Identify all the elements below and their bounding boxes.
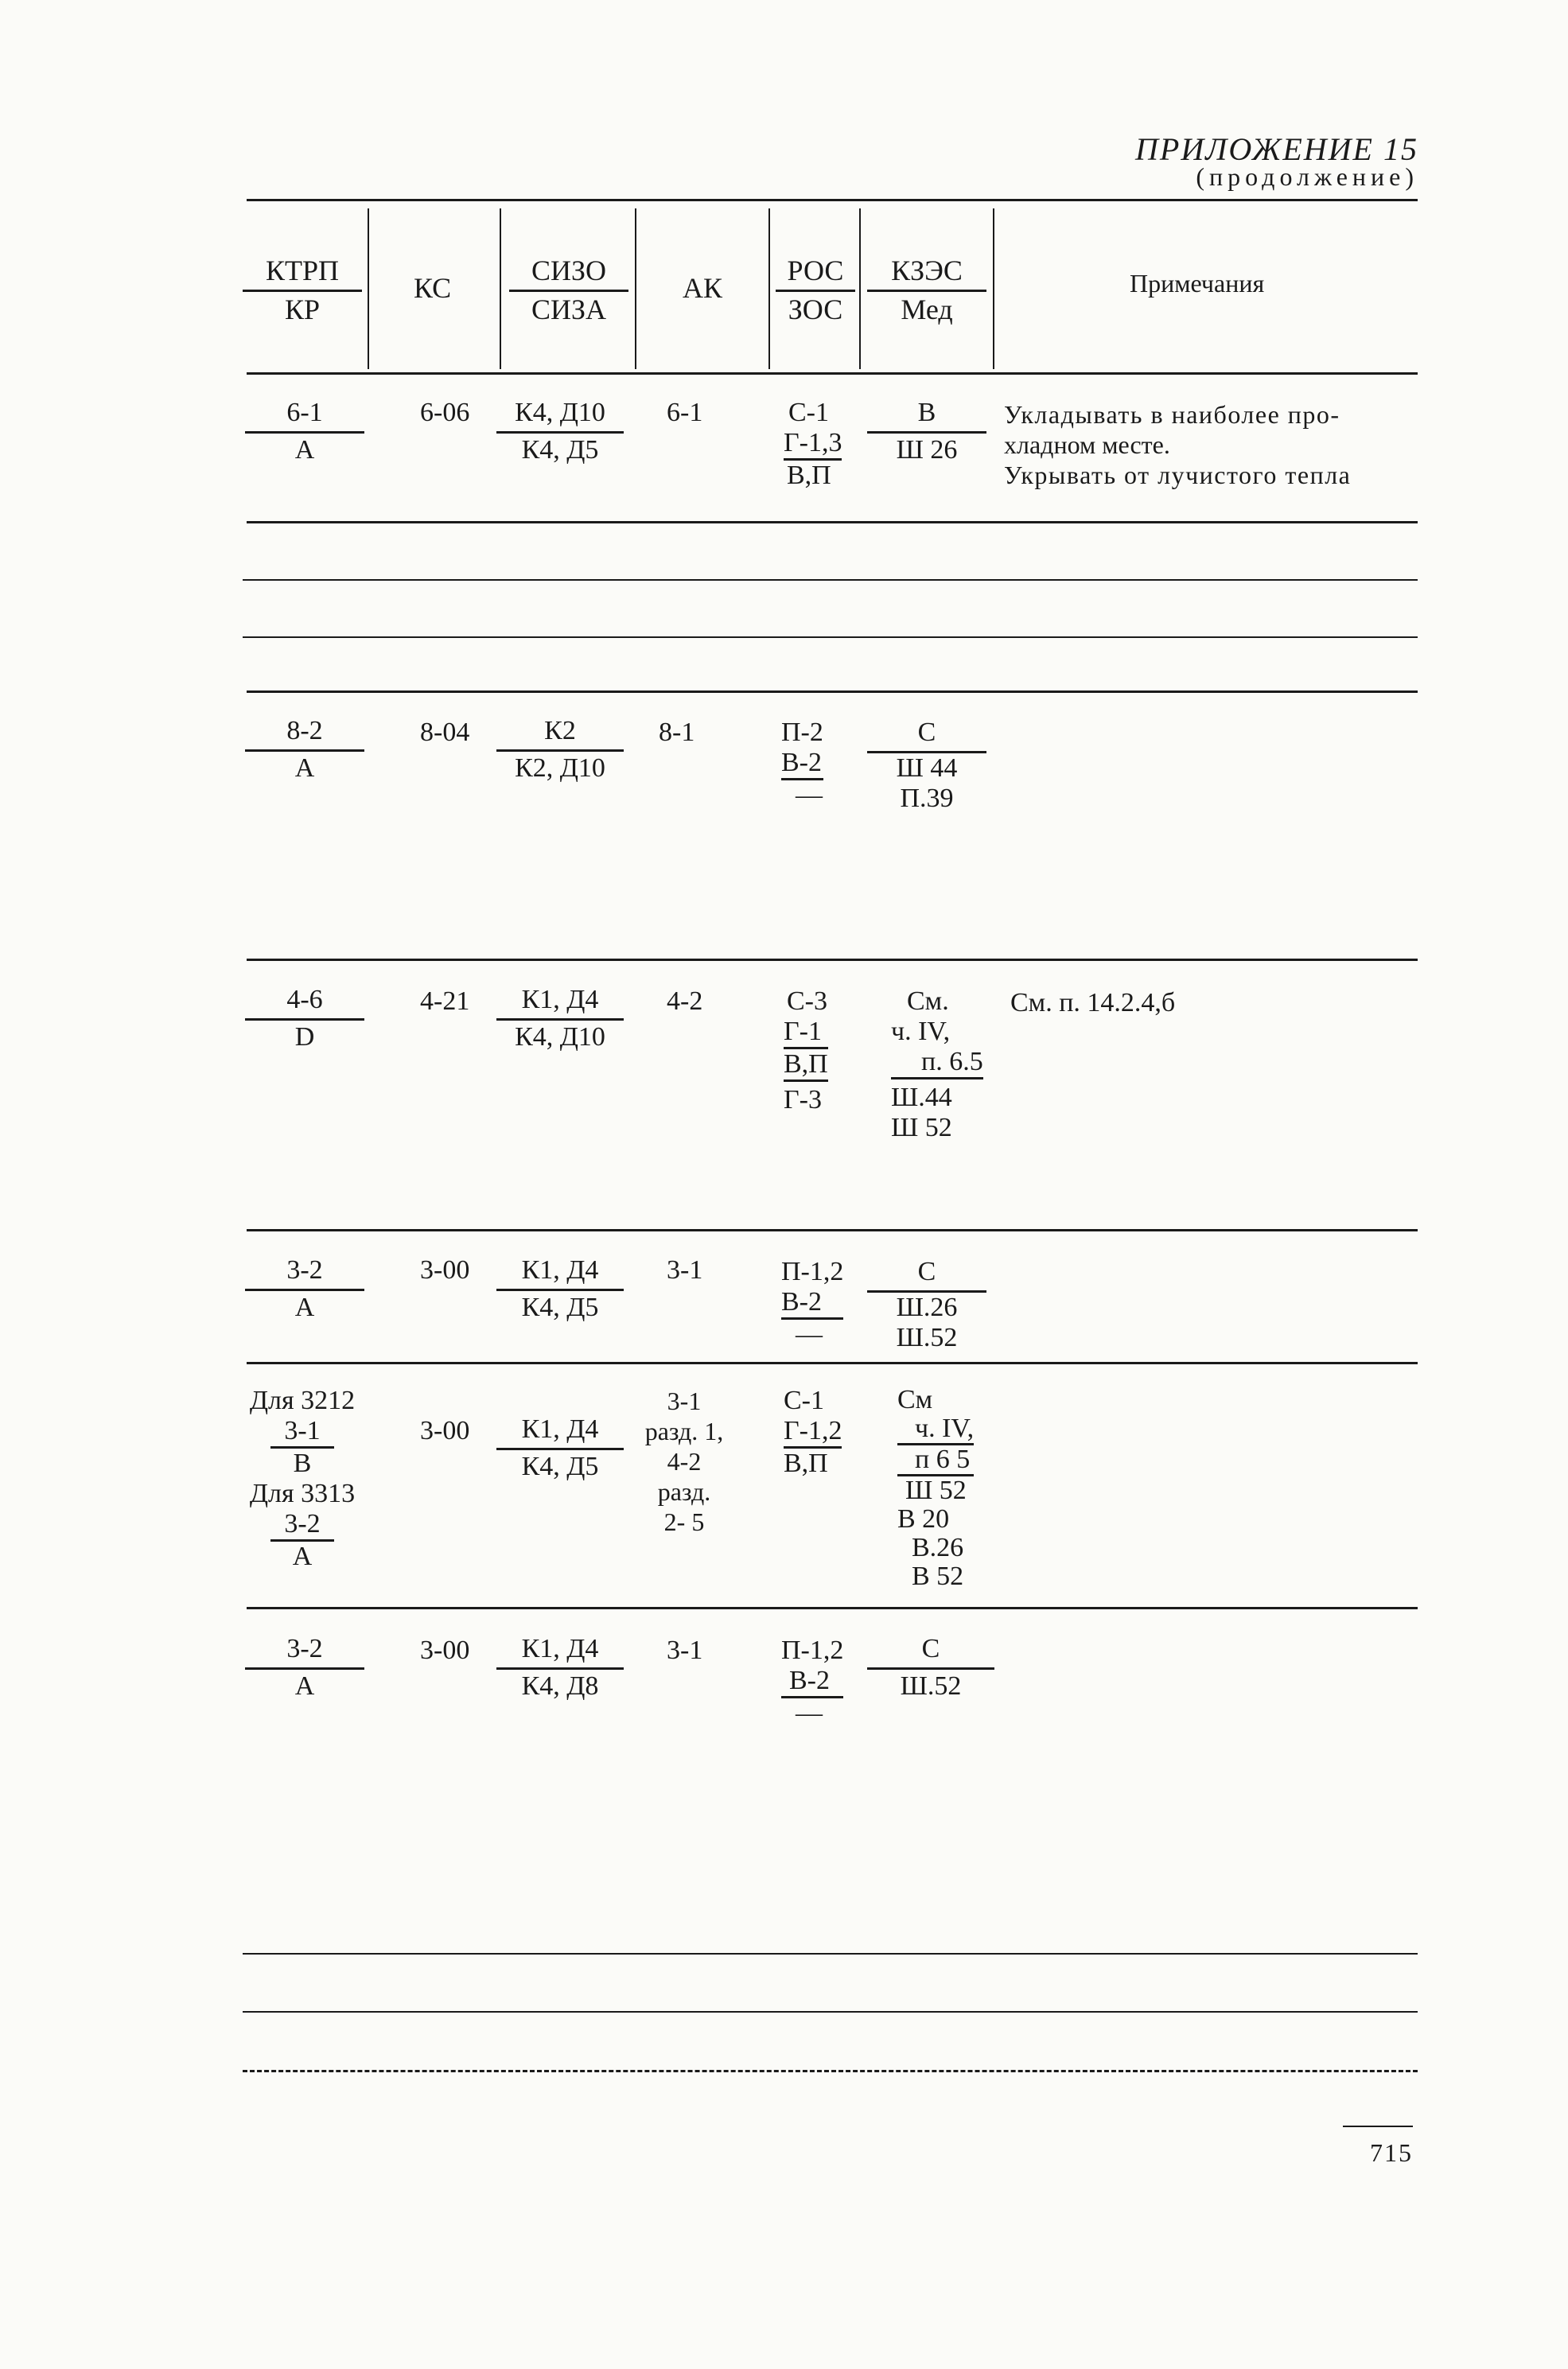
row3-ros-1: С-3 [787,986,827,1016]
blank-rule-2 [243,636,1418,638]
row1-kzes [867,399,986,464]
header-ktrp-kr [243,256,362,324]
bottom-rule-3 [243,2070,1418,2072]
row-rule-6 [247,1607,1418,1609]
row2-kzes-1: С [917,718,936,747]
row-rule-4 [247,1229,1418,1231]
row6-ros-3: — [796,1698,823,1728]
row5-kzes-6: В.26 [912,1533,964,1562]
header-ros: РОС [787,255,844,286]
header-notes: Примечания [1130,269,1265,298]
row5-ktrp-4: Для 3313 [249,1479,356,1508]
row3-ros-3: В,П [784,1049,828,1082]
col-divider-4 [768,208,770,369]
row5-ktrp-1: Для 3212 [249,1386,356,1415]
row1-siza: К4, Д5 [496,431,624,464]
row5-ktrp-2: 3-1 [270,1416,334,1449]
row5-ktrp-3: В [293,1449,312,1478]
col-divider-5 [859,208,861,369]
row3-kzes-1: См. [907,986,949,1016]
header-med: Мед [867,290,986,324]
row1-ros-1: С-1 [788,398,829,427]
row3-notes [1010,988,1175,1018]
col-divider-1 [368,208,369,369]
row3-note-1: См. п. 14.2.4,б [1010,988,1176,1017]
row6-ktrp-kr [245,1636,364,1700]
row6-siza: К4, Д8 [496,1667,624,1700]
row5-kzes-3: п 6 5 [897,1445,974,1476]
row2-ktrp: 8-2 [286,716,323,745]
row5-kzes-7: В 52 [912,1562,964,1591]
row1-kzes-1: В [917,398,936,427]
row1-ros-3: В,П [784,458,842,491]
row5-sizo-siza [496,1416,624,1480]
row6-kr: А [245,1667,364,1700]
row4-ros-2: В-2 [781,1287,843,1320]
row1-kzes-2: Ш 26 [867,431,986,464]
row1-note-1: Укладывать в наиболее про- [1004,400,1340,429]
row3-kzes-5: Ш 52 [891,1113,952,1142]
header-zos: ЗОС [776,290,855,324]
row2-ktrp-kr [245,718,364,782]
page-number: 715 [1370,2138,1413,2167]
row3-kr: D [245,1018,364,1051]
bottom-rule-1 [243,1953,1418,1955]
row5-ak-2: разд. 1, [644,1417,724,1445]
row3-kzes-3: п. 6.5 [891,1047,983,1079]
row1-ktrp: 6-1 [286,398,323,427]
row2-siza: К2, Д10 [496,749,624,782]
row6-ros-2: В-2 [781,1666,843,1698]
row3-ktrp: 4-6 [286,985,323,1014]
row5-ak [628,1386,740,1537]
header-sizo: СИЗО [531,255,607,286]
row3-sizo: К1, Д4 [521,985,599,1014]
row4-ak: 3-1 [667,1255,703,1285]
row4-kzes-3: Ш.52 [896,1323,958,1352]
header-sizo-siza [509,256,628,324]
row1-notes [1004,399,1351,490]
row4-kzes-2: Ш.26 [867,1290,986,1323]
table-top-rule [247,199,1418,201]
row5-kzes [897,1386,974,1591]
row4-kzes [867,1257,986,1353]
row3-ros [784,986,828,1115]
row4-ks: 3-00 [420,1255,470,1285]
row5-ktrp-6: А [292,1542,313,1571]
row4-ktrp-kr [245,1257,364,1321]
header-kzes: КЗЭС [891,255,963,286]
header-siza: СИЗА [509,290,628,324]
row6-ros [781,1636,843,1729]
row2-ros [781,718,823,811]
row6-kzes-1: С [921,1634,940,1663]
row3-ak: 4-2 [667,986,703,1016]
row2-ak: 8-1 [659,718,695,747]
row2-ros-3: — [796,780,823,810]
row-rule-5 [247,1362,1418,1364]
row1-ros-2: Г-1,3 [784,428,842,457]
row5-ktrp-kr [239,1386,366,1572]
row6-sizo-siza [496,1636,624,1700]
row3-sizo-siza [496,986,624,1051]
row5-siza: К4, Д5 [496,1448,624,1480]
row5-kzes-5: В 20 [897,1504,950,1534]
row1-ak: 6-1 [667,398,703,427]
row4-ktrp: 3-2 [286,1255,323,1285]
row5-ktrp-5: 3-2 [270,1509,334,1542]
row5-ak-4: разд. [657,1477,711,1506]
row1-ros [784,398,842,491]
row6-ktrp: 3-2 [286,1634,323,1663]
row4-sizo-siza [496,1257,624,1321]
row1-ks: 6-06 [420,398,470,427]
header-ros-zos [776,256,855,324]
row2-ros-2: В-2 [781,748,823,780]
row5-ak-3: 4-2 [667,1447,702,1476]
row2-sizo: К2 [544,716,576,745]
col-divider-3 [635,208,636,369]
row5-kzes-4: Ш 52 [905,1476,967,1505]
row1-sizo: К4, Д10 [515,398,605,427]
row2-ros-1: П-2 [781,718,823,747]
row3-ros-2: Г-1 [784,1017,828,1049]
row5-ak-5: 2- 5 [663,1507,705,1536]
row4-siza: К4, Д5 [496,1289,624,1321]
row1-note-3: Укрывать от лучистого тепла [1004,461,1352,489]
row1-ktrp-kr [245,399,364,464]
row2-kr: А [245,749,364,782]
row4-kzes-1: С [917,1257,936,1286]
row-rule-3 [247,959,1418,961]
row3-siza: К4, Д10 [496,1018,624,1051]
row1-note-2: хладном месте. [1004,430,1170,459]
row2-kzes [867,718,986,814]
appendix-subtitle: (продолжение) [1196,162,1418,191]
row4-ros-3: — [796,1320,823,1349]
col-divider-6 [993,208,994,369]
row6-ks: 3-00 [420,1636,470,1665]
row4-ros-1: П-1,2 [781,1257,844,1286]
col-divider-2 [500,208,501,369]
row3-kzes [891,986,983,1143]
appendix-title: ПРИЛОЖЕНИЕ 15 [1135,131,1418,167]
header-ks: КС [414,272,452,304]
row3-ks: 4-21 [420,986,470,1016]
row4-kr: А [245,1289,364,1321]
header-ak: АК [683,272,723,304]
row3-ros-4: Г-3 [784,1085,822,1114]
row5-ak-1: 3-1 [667,1387,702,1415]
header-ktrp: КТРП [265,255,340,286]
row5-kzes-2: ч. IV, [897,1414,974,1445]
row1-kr: А [245,431,364,464]
row5-ks: 3-00 [420,1416,470,1445]
row6-ros-1: П-1,2 [781,1636,844,1665]
row-rule-2 [247,690,1418,693]
row-rule-1 [247,521,1418,523]
row2-sizo-siza [496,718,624,782]
row4-ros [781,1257,843,1350]
row5-ros-2: Г-1,2 [784,1416,842,1449]
row2-kzes-3: П.39 [900,784,954,813]
row1-sizo-siza [496,399,624,464]
row5-ros-1: С-1 [784,1386,824,1415]
header-bottom-rule [247,372,1418,375]
row6-kzes-2: Ш.52 [867,1667,994,1700]
row6-kzes [867,1636,994,1700]
row3-kzes-2: ч. IV, [891,1017,951,1046]
header-kr: КР [243,290,362,324]
blank-rule-1 [243,579,1418,581]
header-kzes-med [867,256,986,324]
page-number-rule [1343,2126,1413,2127]
row4-sizo: К1, Д4 [521,1255,599,1285]
row5-kzes-1: См [897,1385,933,1414]
row5-sizo: К1, Д4 [521,1414,599,1444]
row3-kzes-4: Ш.44 [891,1083,952,1112]
row5-ros-3: В,П [784,1449,828,1478]
row2-ks: 8-04 [420,718,470,747]
row6-sizo: К1, Д4 [521,1634,599,1663]
row2-kzes-2: Ш 44 [867,751,986,784]
row3-ktrp-kr [245,986,364,1051]
bottom-rule-2 [243,2011,1418,2013]
row6-ak: 3-1 [667,1636,703,1665]
row5-ros [784,1386,842,1479]
